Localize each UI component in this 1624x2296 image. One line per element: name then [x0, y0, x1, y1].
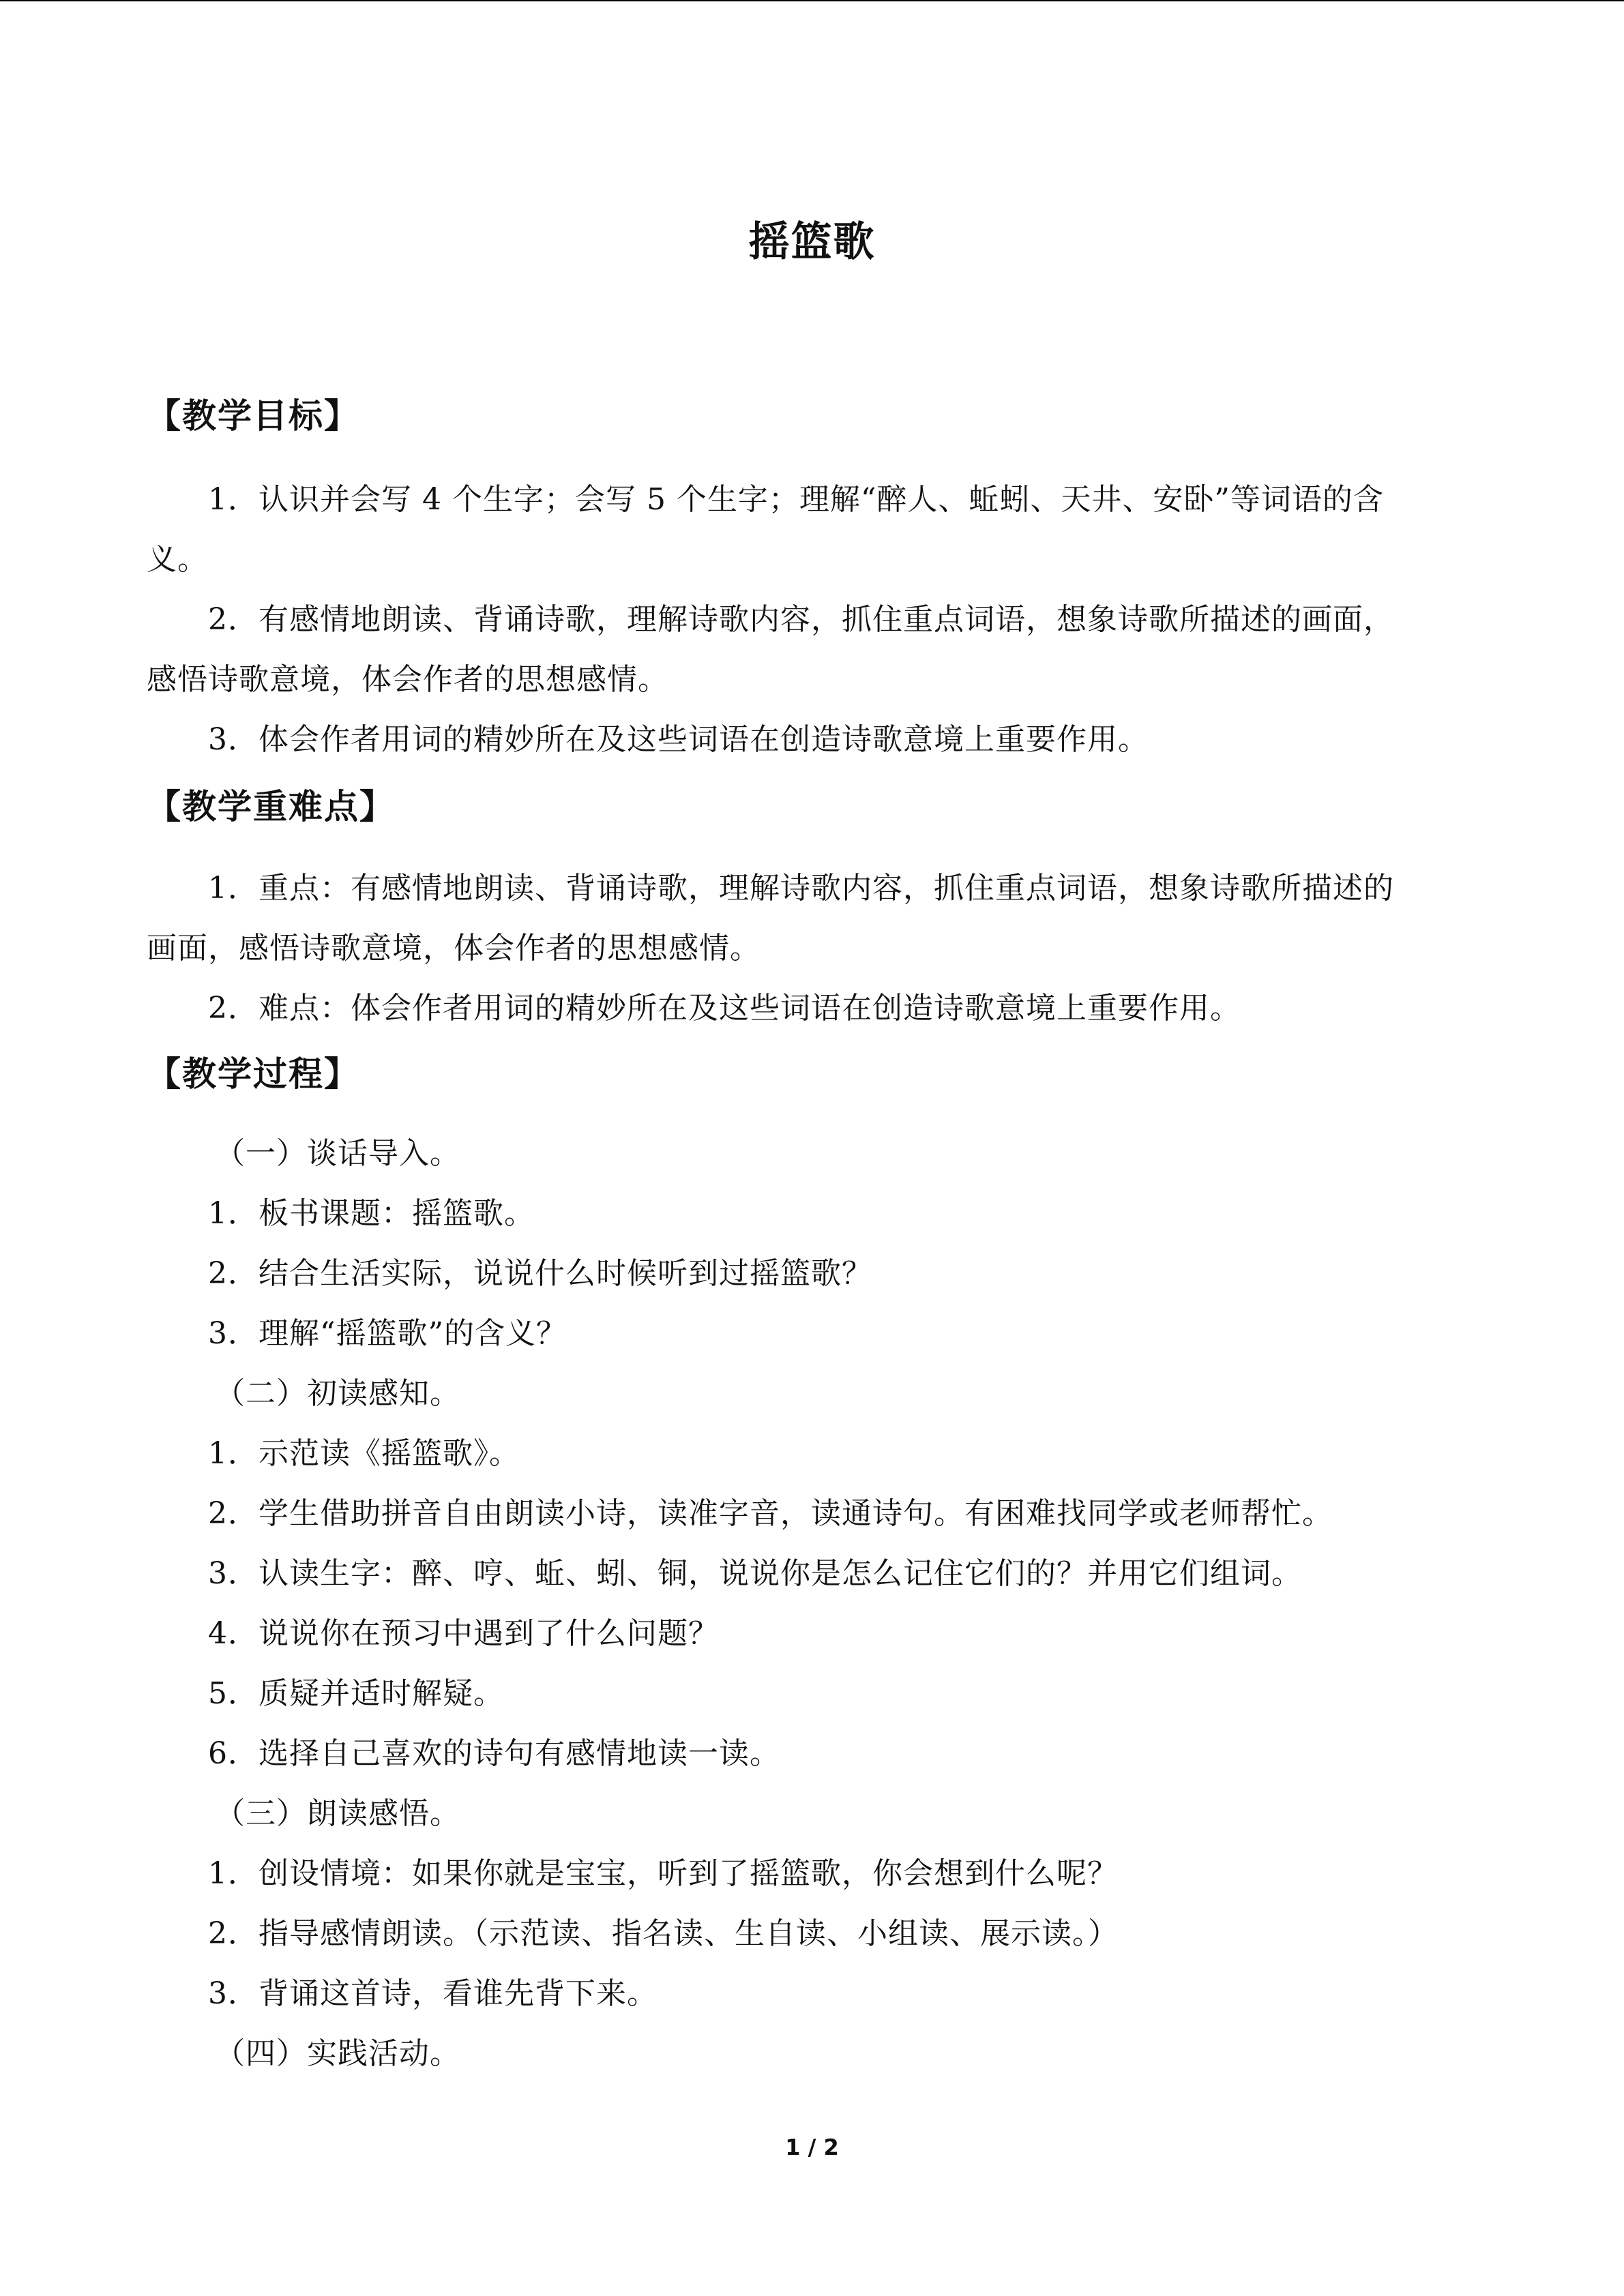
process-line: 3．理解“摇篮歌”的含义？ — [208, 1316, 567, 1351]
key-point-line: 1．重点：有感情地朗读、背诵诗歌，理解诗歌内容，抓住重点词语，想象诗歌所描述的 — [208, 871, 1394, 906]
process-line: 2．学生借助拼音自由朗读小诗，读准字音，读通诗句。有困难找同学或老师帮忙。 — [208, 1496, 1333, 1531]
key-point-line: 2．难点：体会作者用词的精妙所在及这些词语在创造诗歌意境上重要作用。 — [208, 991, 1241, 1026]
process-line: 3．背诵这首诗，看谁先背下来。 — [208, 1976, 658, 2011]
process-line: 2．指导感情朗读。（示范读、指名读、生自读、小组读、展示读。） — [208, 1916, 1119, 1951]
process-line: 1．板书课题：摇篮歌。 — [208, 1196, 535, 1231]
process-line: （一）谈话导入。 — [215, 1136, 460, 1171]
objective-line: 3．体会作者用词的精妙所在及这些词语在创造诗歌意境上重要作用。 — [208, 722, 1149, 757]
objective-line: 2．有感情地朗读、背诵诗歌，理解诗歌内容，抓住重点词语，想象诗歌所描述的画面， — [208, 602, 1394, 637]
process-line: 1．创设情境：如果你就是宝宝，听到了摇篮歌，你会想到什么呢？ — [208, 1856, 1118, 1891]
process-line: 3．认读生字：醉、哼、蚯、蚓、铜，说说你是怎么记住它们的？并用它们组词。 — [208, 1556, 1302, 1591]
section-heading-objectives: 【教学目标】 — [147, 396, 359, 436]
section-heading-key-points: 【教学重难点】 — [147, 787, 395, 826]
process-line: 1．示范读《摇篮歌》。 — [208, 1436, 520, 1471]
key-point-line: 画面，感悟诗歌意境，体会作者的思想感情。 — [147, 931, 761, 966]
objective-line: 义。 — [147, 542, 208, 577]
process-line: 5．质疑并适时解疑。 — [208, 1676, 504, 1711]
page-number: 1 / 2 — [785, 2134, 839, 2160]
process-line: 4．说说你在预习中遇到了什么问题？ — [208, 1616, 719, 1651]
process-line: （四）实践活动。 — [215, 2036, 460, 2071]
objective-line: 感悟诗歌意境，体会作者的思想感情。 — [147, 662, 668, 697]
process-line: 6．选择自己喜欢的诗句有感情地读一读。 — [208, 1736, 780, 1771]
section-heading-process: 【教学过程】 — [147, 1054, 359, 1094]
process-line: 2．结合生活实际，说说什么时候听到过摇篮歌？ — [208, 1256, 872, 1291]
objective-line: 1．认识并会写 4 个生字；会写 5 个生字；理解“醉人、蚯蚓、天井、安卧”等词语的含 — [208, 482, 1384, 517]
process-line: （二）初读感知。 — [215, 1376, 460, 1411]
process-line: （三）朗读感悟。 — [215, 1796, 460, 1831]
document-title: 摇篮歌 — [748, 218, 876, 266]
